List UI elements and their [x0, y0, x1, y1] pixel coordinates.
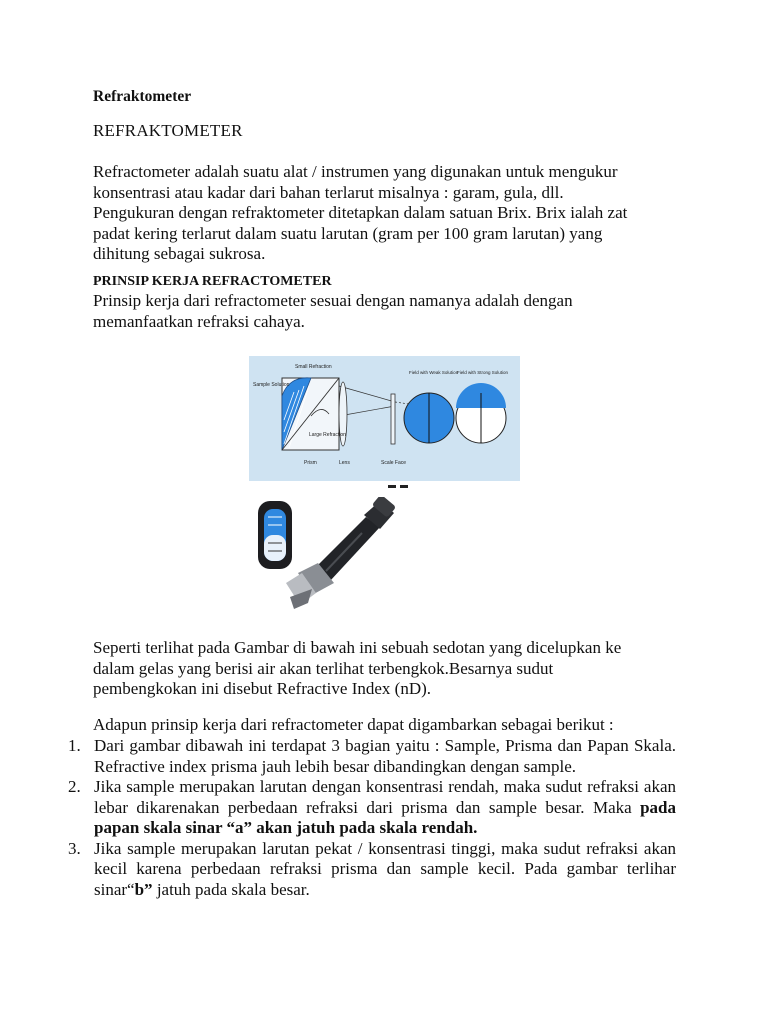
section-heading: REFRAKTOMETER — [93, 121, 243, 140]
list-intro: Adapun prinsip kerja dari refractometer dapat digambarkan sebagai berikut : — [93, 715, 614, 734]
principle-paragraph — [93, 291, 693, 332]
list-item — [60, 736, 676, 777]
intro-line: Refractometer adalah suatu alat / instrumen yang digunakan untuk mengukur — [93, 162, 618, 181]
label-field-weak: Field with Weak Solution — [409, 370, 459, 375]
label-small-refraction: Small Refraction — [295, 364, 332, 370]
label-large-refraction: Large Refraction — [309, 432, 346, 438]
label-scale-face: Scale Face — [381, 460, 407, 466]
list-bold-text: b” — [134, 879, 153, 899]
scale-face-shape — [391, 394, 395, 444]
straw-line: dalam gelas yang berisi air akan terlihat terbengkok.Besarnya sudut — [93, 658, 554, 678]
refraction-diagram — [249, 356, 520, 481]
straw-paragraph — [93, 638, 693, 700]
list-item — [60, 777, 676, 839]
list-item — [60, 839, 676, 901]
list-number: 3. — [68, 838, 81, 858]
dash-mark — [400, 485, 408, 488]
label-sample-solution: Sample Solution — [253, 382, 290, 388]
list-number: 2. — [68, 777, 81, 796]
intro-line: Pengukuran dengan refraktometer ditetapkan dalam satuan Brix. Brix ialah zat — [93, 203, 628, 222]
straw-line: pembengkokan ini disebut Refractive Index (nD). — [93, 679, 432, 698]
intro-paragraph — [93, 162, 693, 265]
list-bold-text: pada papan skala sinar “a” akan jatuh pada skala rendah. — [94, 797, 676, 837]
dash-mark — [388, 485, 396, 488]
label-prism: Prism — [304, 460, 317, 466]
refractometer-photo — [256, 497, 406, 627]
list-number: 1. — [68, 736, 81, 755]
label-field-strong: Field with Strong Solution — [457, 370, 509, 375]
principle-line: Prinsip kerja dari refractometer sesuai dengan namanya adalah dengan — [93, 291, 573, 310]
list-text: Jika sample merupakan larutan dengan konsentrasi rendah, maka sudut refraksi akan lebar dikarenakan perbedaan refraksi dari prisma dan sample besar. Maka — [94, 777, 676, 817]
straw-line: Seperti terlihat pada Gambar di bawah ini sebuah sedotan yang dicelupkan ke — [93, 638, 622, 657]
list-text: Jika sample merupakan larutan pekat / konsentrasi tinggi, maka sudut refraksi akan kecil karena perbedaan refraksi prisma dan sample kecil. Pada gambar terlihar sinar“ — [94, 838, 676, 899]
document-title: Refraktometer — [93, 88, 192, 105]
intro-line: padat kering terlarut dalam suatu larutan (gram per 100 gram larutan) yang — [93, 223, 603, 243]
label-lens: Lens — [339, 460, 350, 466]
principle-list — [60, 736, 676, 900]
intro-line: dihitung sebagai sukrosa. — [93, 244, 266, 263]
subheading: PRINSIP KERJA REFRACTOMETER — [93, 274, 332, 289]
intro-line: konsentrasi atau kadar dari bahan terlarut misalnya : garam, gula, dll. — [93, 182, 564, 202]
list-text: Dari gambar dibawah ini terdapat 3 bagian yaitu : Sample, Prisma dan Papan Skala. Refractive index prisma jauh lebih besar dibandingkan dengan sample. — [94, 736, 676, 776]
list-text-after: jatuh pada skala besar. — [156, 879, 310, 899]
principle-line: memanfaatkan refraksi cahaya. — [93, 311, 305, 331]
